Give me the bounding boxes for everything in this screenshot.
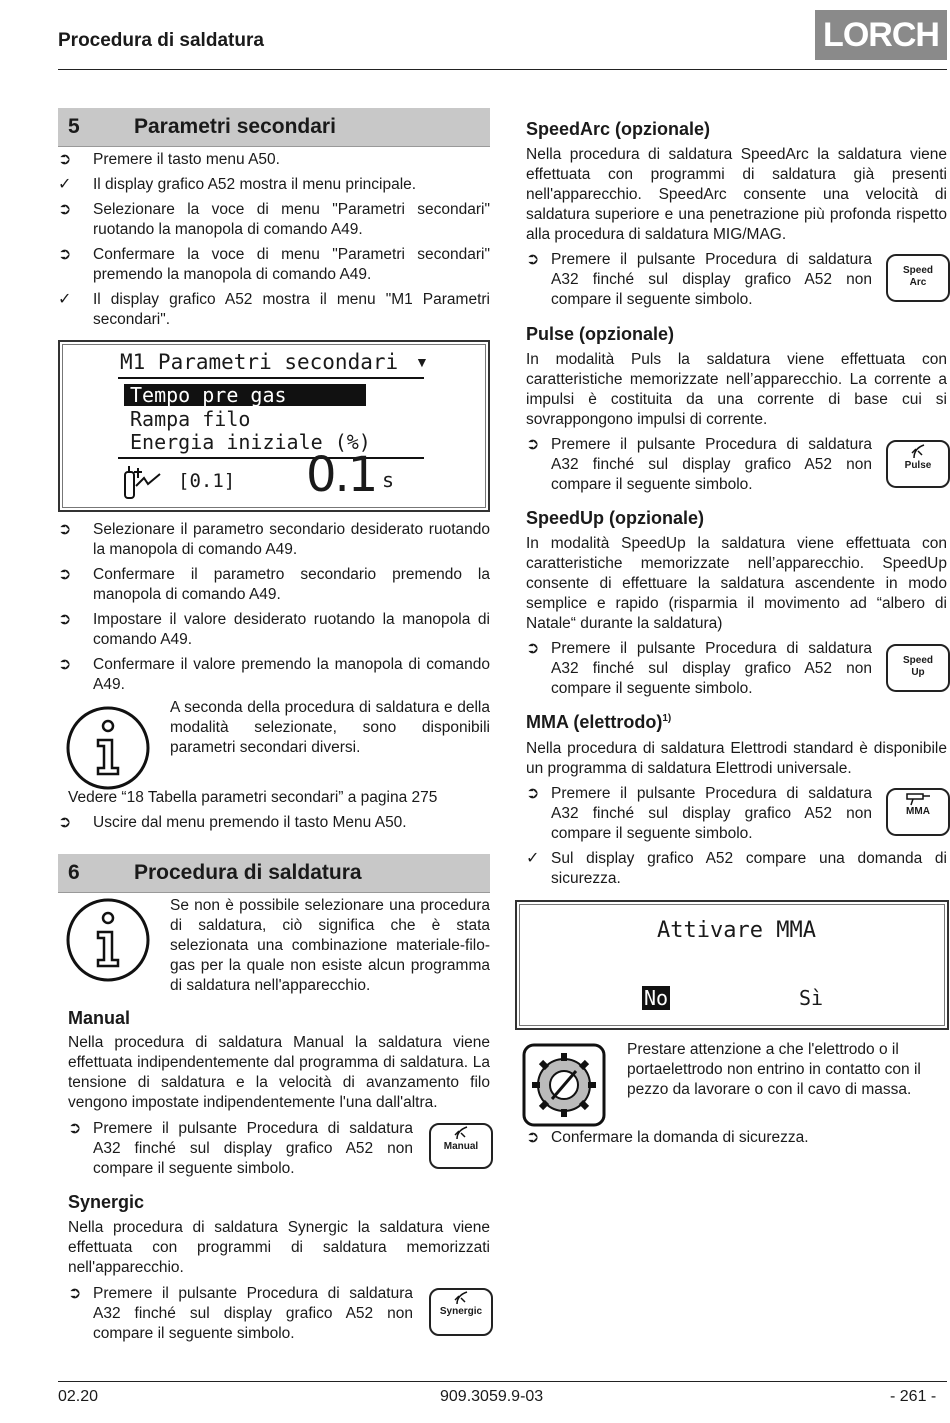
info-icon: [64, 896, 152, 989]
arrow-right-icon: ➲: [58, 611, 72, 628]
display-attivare-mma: [515, 900, 949, 1030]
electrode-holder-icon: [905, 790, 931, 806]
rotating-gear-warning-icon: [522, 1043, 606, 1132]
arrow-right-icon: ➲: [58, 814, 72, 831]
section-number: 5: [68, 115, 80, 138]
speedarc-mode-button[interactable]: Speed Arc: [886, 254, 950, 302]
speedup-mode-button[interactable]: Speed Up: [886, 644, 950, 692]
mma-heading: MMA (elettrodo)$^{1)}$: [526, 712, 672, 732]
arrow-right-icon: ➲: [526, 1129, 540, 1146]
display-item: Rampa filo: [130, 407, 251, 431]
display-option-yes[interactable]: Sì: [799, 986, 824, 1010]
page-number: - 261 -: [890, 1388, 937, 1405]
arrow-right-icon: ➲: [526, 251, 540, 268]
speedup-text: In modalità SpeedUp la saldatura viene effettuata con caratteristiche memorizzate nell’apparecchio. SpeedUp consente di effettuare la saldatura ascendente in modo semplice e rapido (risparmia il movimento ad “albero di Natale“ durante la saldatura): [526, 535, 947, 632]
arrow-right-icon: ➲: [58, 566, 72, 583]
mma-text: Nella procedura di saldatura Elettrodi standard è disponibile un programma di saldatura Elettrodi universale.: [526, 740, 947, 777]
display-item-selected: Tempo pre gas: [124, 384, 366, 406]
checkmark-icon: ✓: [58, 291, 72, 308]
arrow-right-icon: ➲: [526, 436, 540, 453]
info-text: Se non è possibile selezionare una procedura di saldatura, ciò significa che è stata selezionata una combinazione materiale-filo-gas per la quale non esiste alcun programma di saldatura nell'apparecchio.: [170, 897, 490, 994]
footer-date: 02.20: [58, 1388, 99, 1405]
arrow-right-icon: ➲: [68, 1120, 82, 1137]
arrow-right-icon: ➲: [58, 151, 72, 168]
footer-divider: [58, 1381, 947, 1382]
torch-icon: [451, 1290, 471, 1306]
display-default-value: [0.1]: [178, 470, 236, 492]
arrow-right-icon: ➲: [58, 521, 72, 538]
section-6-heading: [58, 854, 490, 893]
speedarc-heading: SpeedArc (opzionale): [526, 119, 711, 139]
arrow-right-icon: ➲: [526, 785, 540, 802]
arrow-right-icon: ➲: [68, 1285, 82, 1302]
display-value: 0.1: [306, 447, 377, 503]
torch-icon: [908, 442, 928, 460]
section-title: Procedura di saldatura: [134, 861, 362, 884]
speedarc-text: Nella procedura di saldatura SpeedArc la saldatura viene effettuata con programmi di saldatura già presenti nell'apparecchio. SpeedArc consente una velocità di saldatura superiore e una penetrazione più profonda rispetto alla procedura di saldatura MIG/MAG.: [526, 146, 947, 243]
mma-mode-button[interactable]: MMA: [886, 788, 950, 836]
pulse-text: In modalità Puls la saldatura viene effettuata con caratteristiche memorizzate nell’apparecchio. La corrente a impulsi è costituita da una corrente di base cui si sovrappongono impulsi di corrente.: [526, 351, 947, 428]
cross-reference-link[interactable]: Vedere “18 Tabella parametri secondari” a pagina 275: [68, 789, 438, 806]
display-divider: [118, 377, 424, 379]
warning-text: Prestare attenzione a che l'elettrodo o il portaelettrodo non entrino in contatto con il pezzo da lavorare o con il cavo di massa.: [627, 1041, 921, 1098]
gas-bottle-icon: [122, 464, 164, 505]
checkmark-icon: ✓: [526, 850, 540, 867]
pulse-mode-button[interactable]: Pulse: [886, 440, 950, 488]
manual-mode-button[interactable]: Manual: [429, 1123, 493, 1169]
display-title: M1 Parametri secondari: [120, 350, 399, 374]
display-option-no[interactable]: No: [644, 986, 669, 1010]
header-divider: [58, 69, 947, 70]
arrow-right-icon: ➲: [526, 640, 540, 657]
display-divider: [118, 457, 424, 459]
manual-heading: Manual: [68, 1008, 131, 1028]
info-text: A seconda della procedura di saldatura e della modalità selezionate, sono disponibili parametri secondari diversi.: [170, 699, 490, 756]
lorch-logo: LORCH: [815, 10, 947, 60]
torch-icon: [451, 1125, 471, 1141]
pulse-heading: Pulse (opzionale): [526, 324, 675, 344]
synergic-heading: Synergic: [68, 1192, 145, 1212]
display-unit: s: [382, 468, 395, 492]
display-m1-parametri: [58, 340, 490, 512]
arrow-right-icon: ➲: [58, 201, 72, 218]
synergic-text: Nella procedura di saldatura Synergic la saldatura viene effettuata con programmi di saldatura memorizzati nell'apparecchio.: [68, 1219, 490, 1276]
synergic-mode-button[interactable]: Synergic: [429, 1288, 493, 1336]
arrow-right-icon: ➲: [58, 656, 72, 673]
page-header-title: Procedura di saldatura: [58, 30, 264, 51]
arrow-right-icon: ➲: [58, 246, 72, 263]
manual-text: Nella procedura di saldatura Manual la saldatura viene effettuata indipendentemente dal programma di saldatura. La tensione di saldatura e la velocità di avanzamento filo vengono impostate indipendentemente l'una dall'altra.: [68, 1034, 490, 1111]
info-icon: [64, 704, 152, 797]
section-5-heading: [58, 108, 490, 147]
section-number: 6: [68, 861, 80, 884]
display-title: Attivare MMA: [657, 918, 816, 943]
footer-doc-number: 909.3059.9-03: [440, 1388, 544, 1405]
checkmark-icon: ✓: [58, 176, 72, 193]
scroll-down-icon: ▼: [415, 354, 429, 370]
section-title: Parametri secondari: [134, 115, 336, 138]
display-item: Energia iniziale (%): [130, 430, 371, 454]
speedup-heading: SpeedUp (opzionale): [526, 508, 705, 528]
